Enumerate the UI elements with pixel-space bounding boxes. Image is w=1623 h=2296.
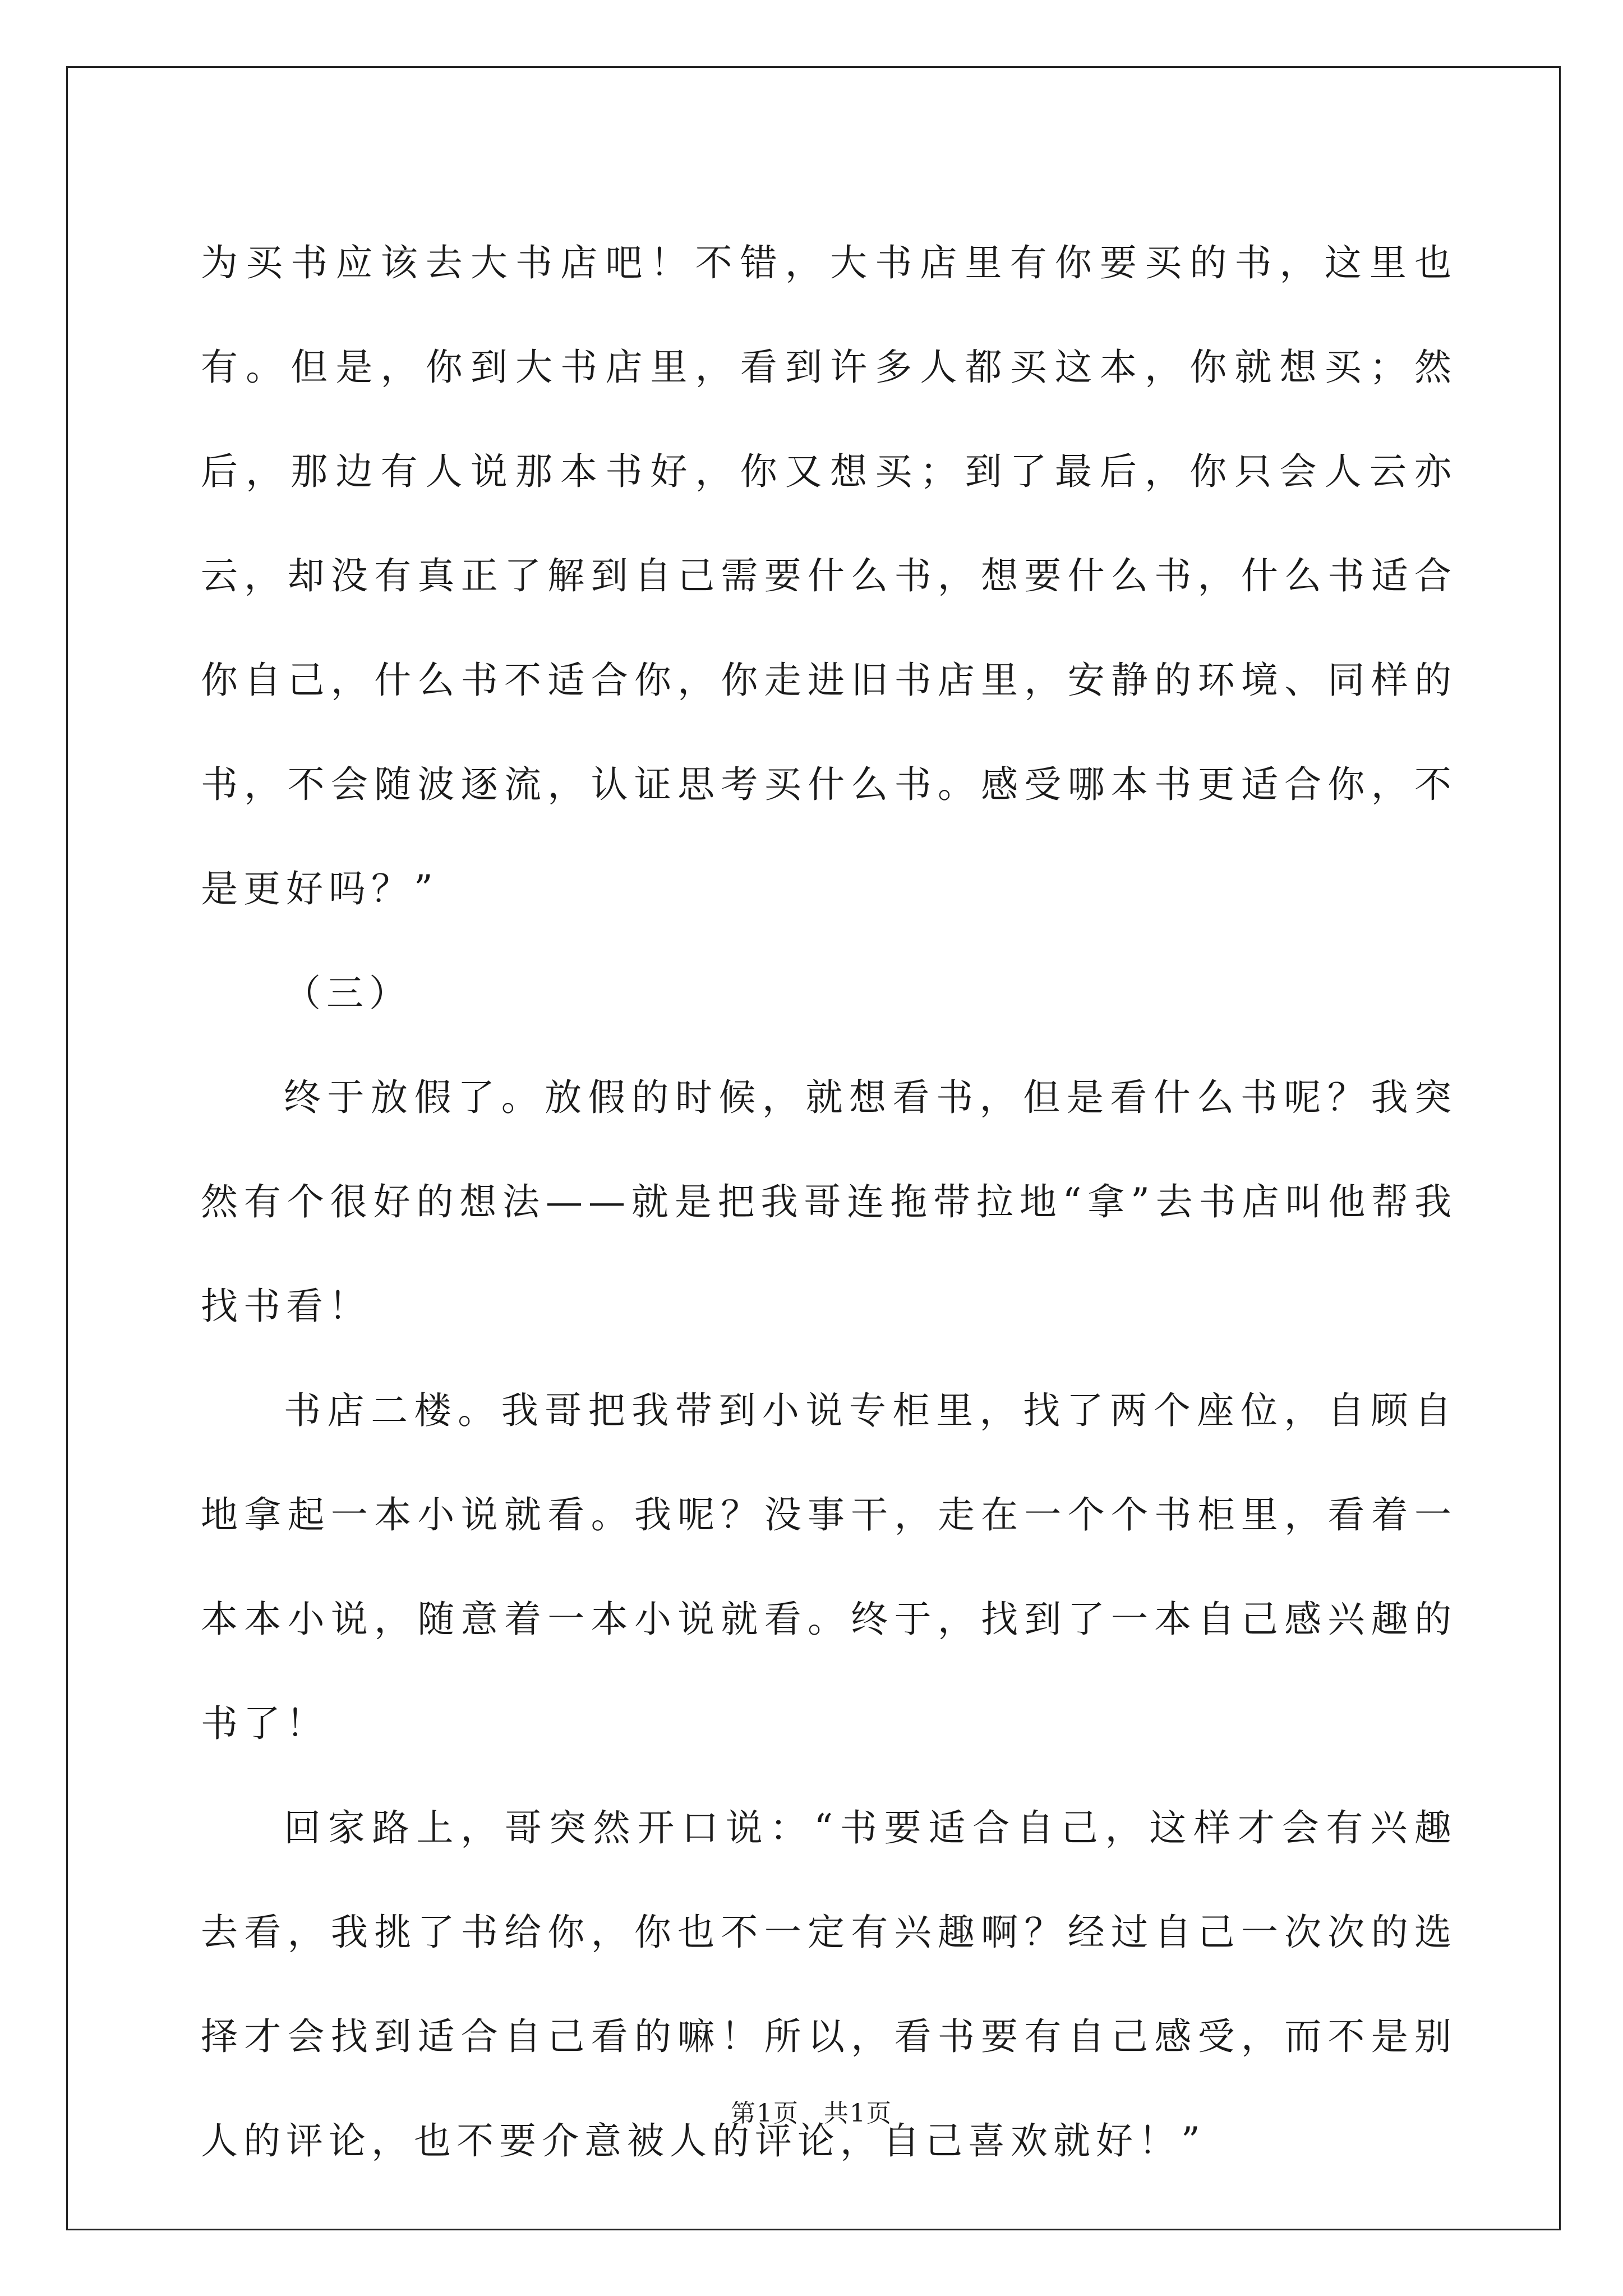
paragraph-1: 为买书应该去大书店吧！不错，大书店里有你要买的书，这里也有。但是，你到大书店里，看到许多人都买这本，你就想买；然后，那边有人说那本书好，你又想买；到了最后，你只会人云亦云，却没有真正了解到自己需要什么书，想要什么书，什么书适合你自己，什么书不适合你，你走进旧书店里，安静的环境、同样的书，不会随波逐流，认证思考买什么书。感受哪本书更适合你，不是更好吗？” [201,241,1457,910]
page-number-total: 共1页 [824,2099,892,2128]
section-heading: （三） [284,972,412,1015]
paragraph-3: 书店二楼。我哥把我带到小说专柜里，找了两个座位，自顾自地拿起一本小说就看。我呢？没事干，走在一个个书柜里，看着一本本小说，随意着一本小说就看。终于，找到了一本自己感兴趣的书了！ [201,1389,1457,1745]
document-body [201,211,1457,2193]
page-number-current: 第1页 [731,2099,799,2128]
paragraph-2: 终于放假了。放假的时候，就想看书，但是看什么书呢？我突然有个很好的想法——就是把我哥连拖带拉地“拿”去书店叫他帮我找书看！ [201,1076,1457,1328]
page-footer [0,2097,1623,2131]
paragraph-4: 回家路上，哥突然开口说：“书要适合自己，这样才会有兴趣去看，我挑了书给你，你也不一定有兴趣啊？经过自己一次次的选择才会找到适合自己看的嘛！所以，看书要有自己感受，而不是别人的评论，也不要介意被人的评论，自己喜欢就好！” [201,1806,1457,2162]
